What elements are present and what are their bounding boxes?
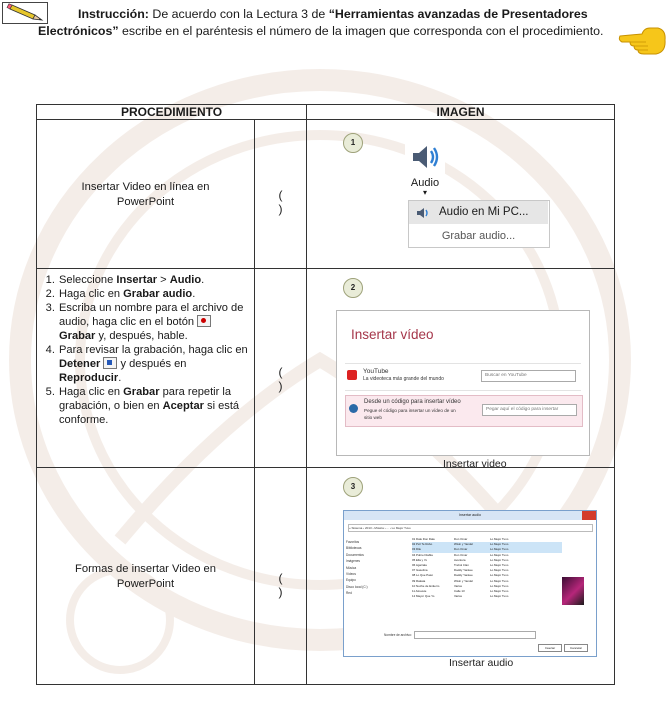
answer-paren-3[interactable]: ()	[255, 468, 307, 685]
explorer-title-bar: Insertar audio	[344, 511, 596, 520]
file-list	[412, 537, 562, 599]
audio-dropdown-menu	[408, 200, 550, 248]
video-dialog-title: Insertar vídeo	[351, 327, 434, 342]
image-number-2: 2	[343, 278, 363, 298]
procedure-cell-1: Insertar Video en línea en PowerPoint	[37, 120, 255, 269]
embed-code-row: Desde un código para insertar vídeo Pegue el código para insertar un vídeo de un sitio web Pegar aquí el código para insertar	[345, 395, 583, 427]
step-1: 1. Seleccione Insertar > Audio.	[58, 273, 248, 287]
album-thumbnail	[562, 577, 584, 605]
youtube-icon	[347, 370, 357, 380]
embed-code-input[interactable]: Pegar aquí el código para insertar	[482, 404, 577, 416]
chevron-down-icon: ▾	[422, 188, 427, 197]
list-item[interactable]: 11 Atrevete Calle 13 Lo Mejor Tuvo	[412, 588, 509, 593]
reading-title: “Herramientas avanzadas de Presentadores Electrónicos”	[38, 7, 588, 38]
list-item[interactable]: 02 Pa'l Te Robo Wisin y Yandel Lo Mejor Tuvo	[412, 542, 562, 547]
cancel-button[interactable]: Cancelar	[564, 644, 588, 652]
insert-audio-dialog	[343, 510, 597, 657]
sidebar-item[interactable]: Favoritos	[346, 540, 360, 544]
sidebar-item[interactable]: Música	[346, 565, 357, 570]
address-bar[interactable]: « Sistema › 2013 › Música › ... › Lo Mejor Tuvo	[348, 524, 593, 532]
procedure-cell-2	[37, 269, 255, 468]
sidebar-item[interactable]: Red	[346, 591, 352, 596]
header-imagen: IMAGEN	[307, 105, 615, 120]
answer-paren-2[interactable]: ()	[255, 269, 307, 468]
list-item[interactable]: 09 Rakata Wisin y Yandel Lo Mejor Tuvo	[412, 578, 509, 583]
speaker-icon	[405, 142, 445, 172]
menu-item-grabar-audio[interactable]: Grabar audio...	[441, 230, 516, 242]
speaker-small-icon	[416, 207, 432, 219]
step-4: 4. Para revisar la grabación, haga clic en Detener y después en Reproducir.	[58, 343, 248, 385]
youtube-search-input[interactable]: Buscar en YouTube	[481, 370, 576, 382]
step-2: 2. Haga clic en Grabar audio.	[58, 287, 248, 301]
list-item[interactable]: 12 Mayor Que Yo Varios Lo Mejor Tuvo	[412, 594, 509, 599]
instruction-label: Instrucción:	[78, 7, 149, 21]
list-item[interactable]: 05 Ella y Yo Aventura Lo Mejor Tuvo	[412, 557, 509, 562]
sidebar-item[interactable]: Equipo	[346, 578, 356, 583]
sidebar-item[interactable]: Bibliotecas	[346, 546, 362, 551]
insert-video-dialog	[336, 310, 590, 456]
step-3: 3. Escriba un nombre para el archivo de audio, haga clic en el botón Grabar y, después, hable.	[58, 301, 248, 343]
list-item[interactable]: 07 Gasolina Daddy Yankee Lo Mejor Tuvo	[412, 568, 509, 573]
sidebar-item[interactable]: Documentos	[346, 552, 364, 557]
explorer-sidebar	[346, 539, 404, 597]
list-item[interactable]: 01 Dale Don Dale Don Omar Lo Mejor Tuvo	[412, 537, 509, 541]
pointing-hand-icon	[618, 24, 668, 58]
answer-paren-1[interactable]: ()	[255, 120, 307, 269]
sidebar-item[interactable]: Imágenes	[346, 559, 360, 564]
record-button-icon	[197, 315, 211, 327]
image-number-3: 3	[343, 477, 363, 497]
list-item[interactable]: 10 Noche de Entierro Varios Lo Mejor Tuvo	[412, 583, 509, 588]
header-procedimiento: PROCEDIMIENTO	[37, 105, 307, 120]
sidebar-item[interactable]: Vídeos	[346, 572, 356, 577]
image-number-1: 1	[343, 133, 363, 153]
menu-item-audio-mi-pc[interactable]: Audio en Mi PC...	[409, 201, 548, 224]
audio-button-label: Audio	[410, 177, 440, 189]
procedure-cell-3: Formas de insertar Video en PowerPoint	[37, 468, 255, 685]
list-item[interactable]: 08 Lo Que Pasó Daddy Yankee Lo Mejor Tuvo	[412, 573, 509, 578]
caption-insertar-video: Insertar video	[443, 458, 507, 470]
insert-button[interactable]: Insertar	[538, 644, 562, 652]
list-item[interactable]: 06 Agarrala Trebol Clan Lo Mejor Tuvo	[412, 562, 509, 567]
stop-button-icon	[103, 357, 117, 369]
youtube-row: YouTube La videoteca más grande del mundo Buscar en YouTube	[345, 363, 581, 391]
audio-steps-list	[43, 273, 248, 427]
audio-ribbon-button[interactable]	[405, 142, 445, 197]
list-item[interactable]: 03 Dile Don Omar Lo Mejor Tuvo	[412, 547, 562, 552]
sidebar-item[interactable]: Disco local (C:)	[346, 584, 368, 589]
filename-label: Nombre de archivo:	[384, 633, 412, 637]
list-item[interactable]: 04 Pobre Diabla Don Omar Lo Mejor Tuvo	[412, 552, 509, 557]
caption-insertar-audio: Insertar audio	[449, 657, 514, 669]
globe-icon	[349, 404, 358, 413]
filename-input[interactable]	[414, 631, 536, 639]
step-5: 5. Haga clic en Grabar para repetir la grabación, o bien en Aceptar si está conforme.	[58, 385, 248, 427]
instruction-paragraph: Instrucción: De acuerdo con la Lectura 3 de “Herramientas avanzadas de Presentadores Electrónicos” escribe en el paréntesis el número de la imagen que corresponda con el procedimiento.	[38, 7, 604, 38]
close-icon[interactable]	[582, 511, 596, 520]
